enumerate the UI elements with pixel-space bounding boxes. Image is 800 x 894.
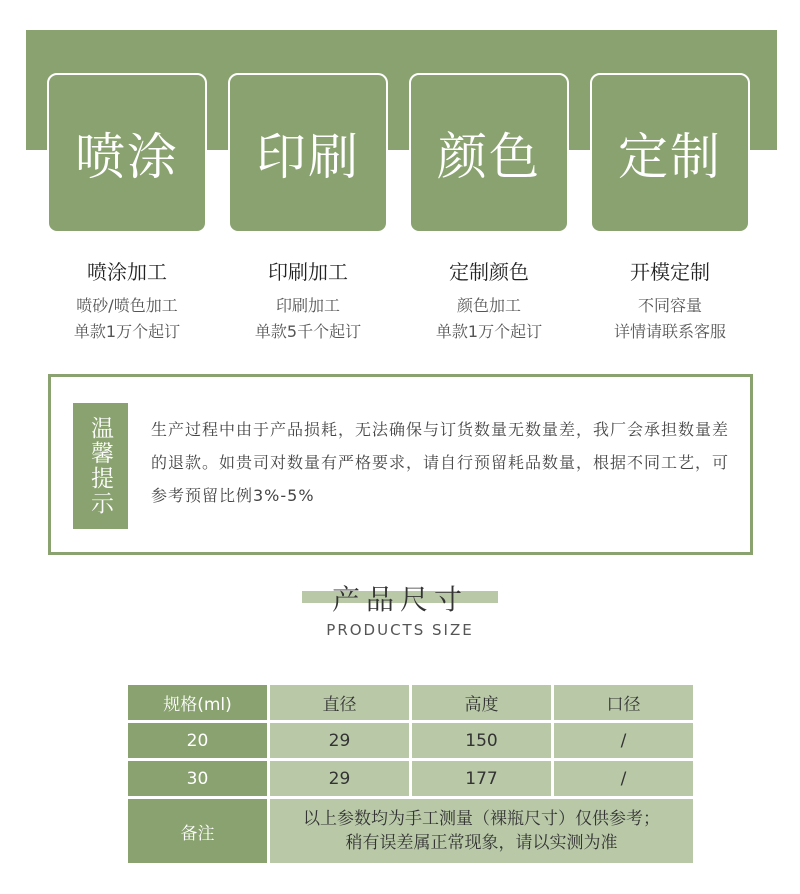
service-min-order: 单款1万个起订 xyxy=(73,322,181,341)
service-card-custom[interactable] xyxy=(590,73,750,233)
note-line-2: 稍有误差属正常现象，请以实测为准 xyxy=(345,833,618,853)
header-mouth: 口径 xyxy=(554,685,693,720)
service-detail: 喷砂/喷色加工 xyxy=(76,296,178,315)
note-cell xyxy=(270,799,693,863)
header-spec: 规格(ml) xyxy=(128,685,267,720)
cell-spec: 20 xyxy=(128,723,267,758)
service-desc-spray xyxy=(37,256,217,345)
table-row xyxy=(128,723,693,758)
cell-diameter: 29 xyxy=(270,761,409,796)
notice-text: 生产过程中由于产品损耗，无法确保与订货数量无数量差，我厂会承担数量差的退款。如贵司对数量有严格要求，请自行预留耗品数量，根据不同工艺，可参考预留比例3%-5% xyxy=(151,420,730,505)
service-card-title: 喷涂 xyxy=(75,128,179,186)
cell-mouth: / xyxy=(554,723,693,758)
service-card-print[interactable] xyxy=(228,73,388,233)
section-subtitle: PRODUCTS SIZE xyxy=(326,621,474,639)
service-detail: 颜色加工 xyxy=(456,296,521,315)
cell-height: 150 xyxy=(412,723,551,758)
cell-diameter: 29 xyxy=(270,723,409,758)
service-detail: 印刷加工 xyxy=(275,296,340,315)
table-row xyxy=(128,761,693,796)
service-name: 印刷加工 xyxy=(268,260,348,284)
service-detail: 不同容量 xyxy=(637,296,702,315)
notice-label: 温馨提示 xyxy=(73,403,128,529)
note-label: 备注 xyxy=(128,799,267,863)
service-card-color[interactable] xyxy=(409,73,569,233)
size-table xyxy=(125,682,696,866)
header-diameter: 直径 xyxy=(270,685,409,720)
service-card-title: 定制 xyxy=(618,128,722,186)
cell-mouth: / xyxy=(554,761,693,796)
table-header-row xyxy=(128,685,693,720)
service-desc-print xyxy=(218,256,398,345)
note-line-1: 以上参数均为手工测量（裸瓶尺寸）仅供参考； xyxy=(303,809,660,829)
service-name: 开模定制 xyxy=(630,260,710,284)
service-card-title: 印刷 xyxy=(256,128,360,186)
service-name: 定制颜色 xyxy=(449,260,529,284)
cell-spec: 30 xyxy=(128,761,267,796)
cell-height: 177 xyxy=(412,761,551,796)
size-section-heading xyxy=(0,578,800,638)
service-desc-color xyxy=(399,256,579,345)
service-desc-custom xyxy=(580,256,760,345)
service-contact: 详情请联系客服 xyxy=(613,322,726,341)
service-min-order: 单款5千个起订 xyxy=(254,322,362,341)
section-title: 产品尺寸 xyxy=(331,583,468,616)
header-height: 高度 xyxy=(412,685,551,720)
service-name: 喷涂加工 xyxy=(87,260,167,284)
service-card-title: 颜色 xyxy=(437,128,541,186)
service-min-order: 单款1万个起订 xyxy=(435,322,543,341)
service-card-spray[interactable] xyxy=(47,73,207,233)
table-note-row xyxy=(128,799,693,863)
notice-box xyxy=(48,374,753,555)
